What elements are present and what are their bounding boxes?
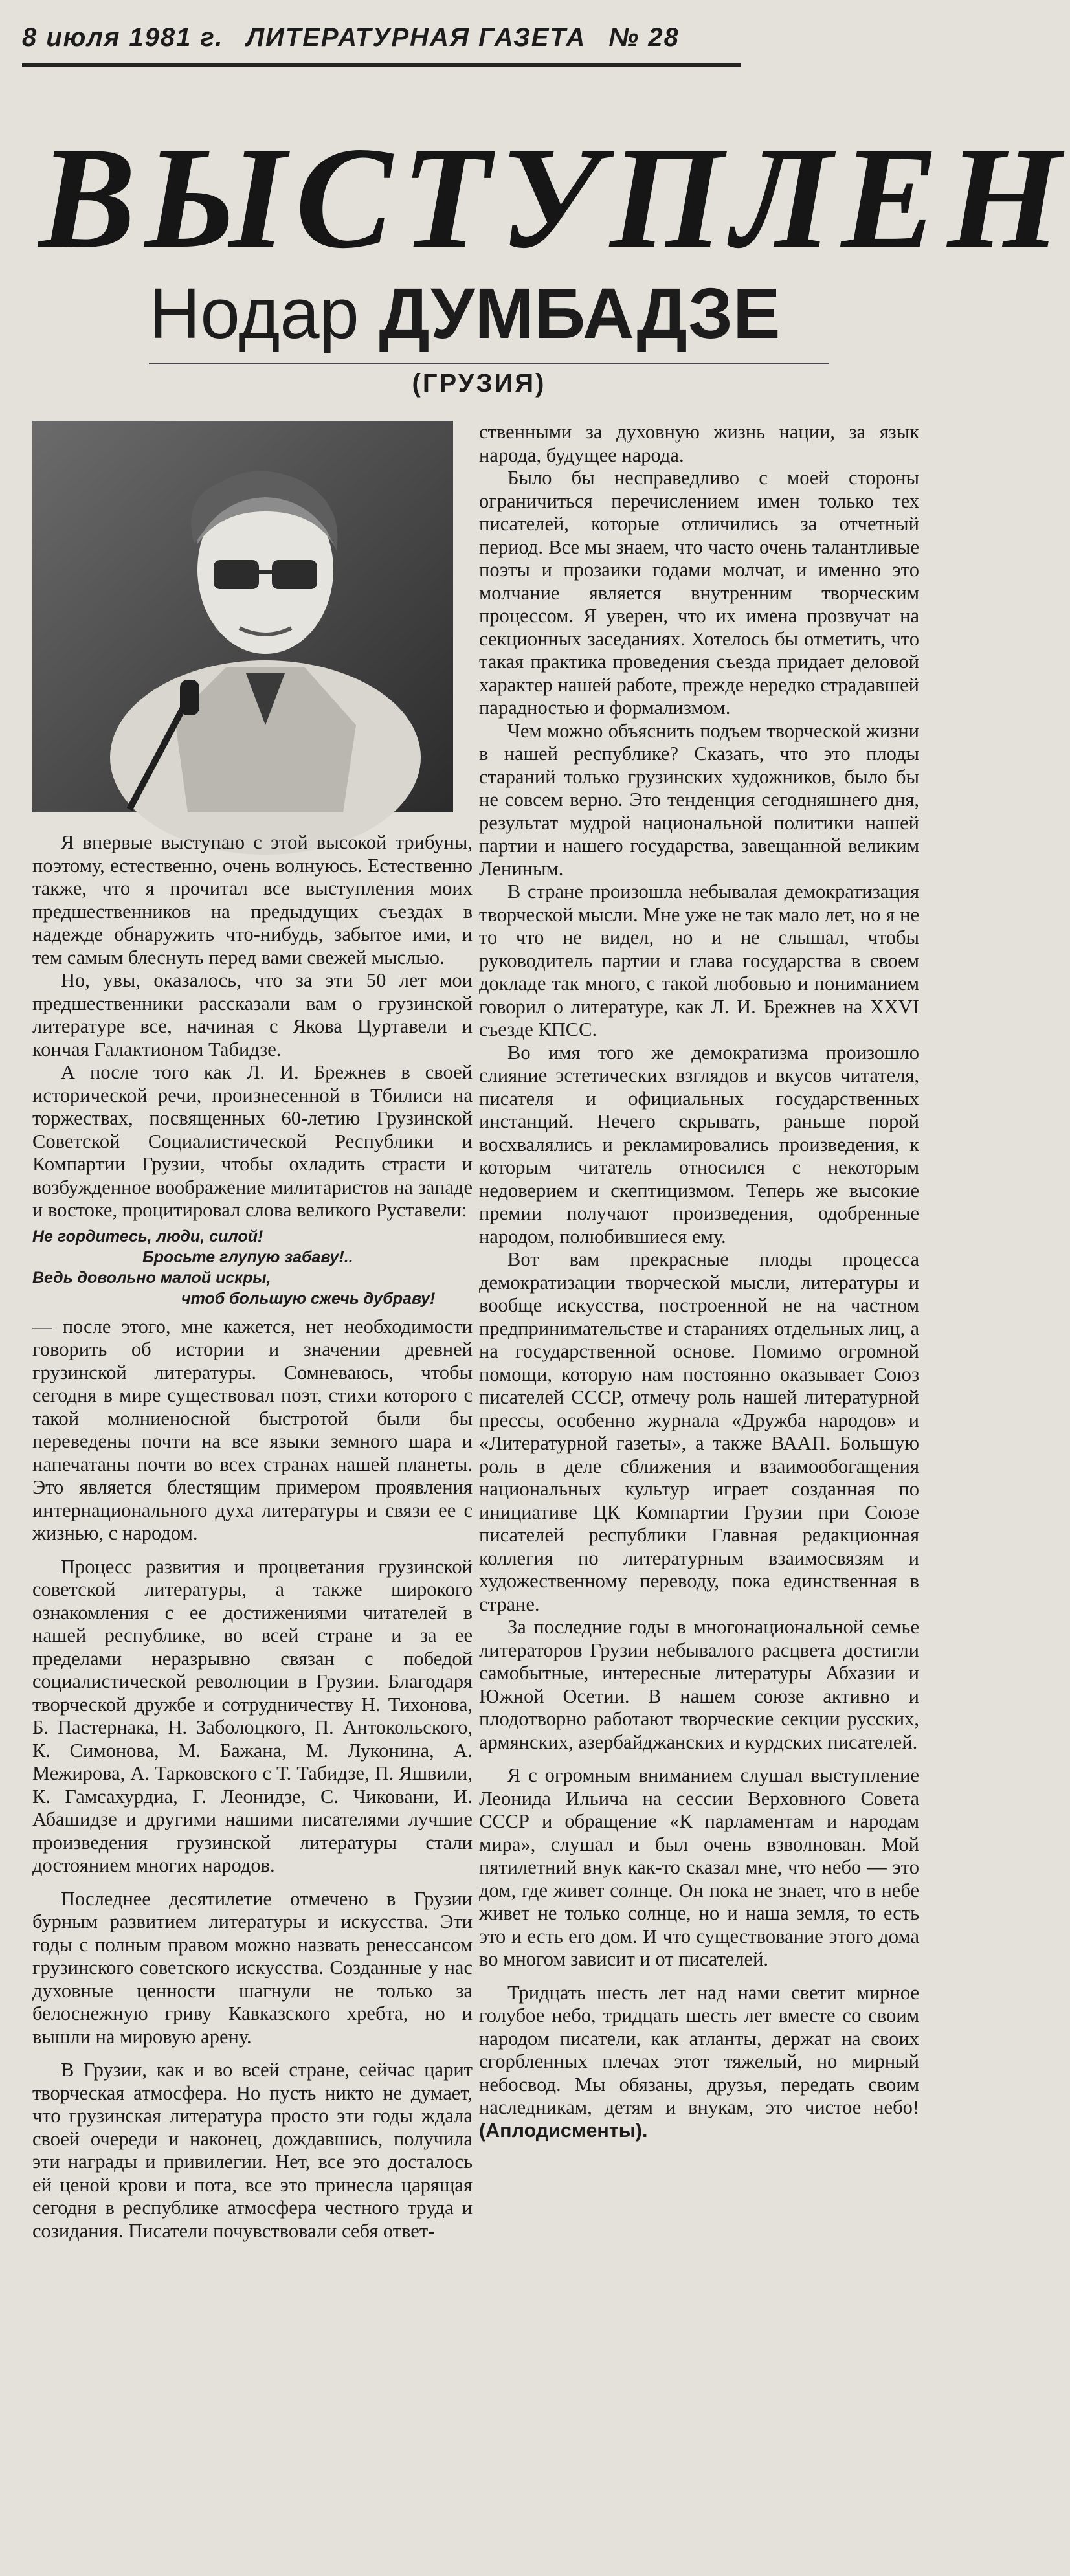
article-paragraph: Я впервые выступаю с этой высокой трибуны, поэтому, естественно, очень волнуюсь. Естественно также, что я прочитал все выступления моих предшественников на предыдущих съездах в надежде обнаружить что-нибудь, забытое ими, и тем самым блеснуть перед вами свежей мыслью. <box>32 831 473 969</box>
article-column-right <box>479 421 919 2142</box>
article-paragraph: — после этого, мне кажется, нет необходимости говорить об истории и значении древней грузинской литературы. Сомневаюсь, чтобы сегодня в мире существовал поэт, стихи которого с такой молниеносной быстротой были бы переведены почти на все языки земного шара и напечатаны почти во всех странах нашей планеты. Это является блестящим примером проявления интернационального духа литературы и связи ее с жизнью, с народом. <box>32 1315 473 1544</box>
author-first-name: Нодар <box>149 274 359 353</box>
article-paragraph: Последнее десятилетие отмечено в Грузии бурным развитием литературы и искусства. Эти годы с полным правом можно назвать ренессансом грузинского советского искусства. Созданные у нас духовные ценности шагнули не только за белоснежную гриву Кавказского хребта, но и вышли на мировую арену. <box>32 1887 473 2048</box>
article-paragraph: Чем можно объяснить подъем творческой жизни в нашей республике? Сказать, что это плоды стараний только грузинских художников, было бы не совсем верно. Это тенденция сегодняшнего дня, результат мудрой национальной политики нашей партии и нашего государства, завещанной великим Лениным. <box>479 719 919 880</box>
quote-line: чтоб большую сжечь дубраву! <box>181 1289 436 1308</box>
article-paragraph: Вот вам прекрасные плоды процесса демократизации творческой мысли, литературы и вообще искусства, построенной не на частном предпринимательстве и стараниях отдельных лиц, а на государственной основе. Помимо огромной помощи, которую нам постоянно оказывает Союз писателей СССР, отмечу роль нашей литературной прессы, особенно журнала «Дружба народов» и «Литературной газеты», а также ВААП. Большую роль в деле сближения и взаимообогащения национальных культур играет созданная по инициативе ЦК Компартии Грузии при Союзе писателей республики Главная редакционная коллегия по литературным взаимосвязям и художественному переводу, пока единственная в стране. <box>479 1248 919 1615</box>
article-paragraph <box>479 1982 919 2143</box>
author-photo <box>32 421 453 812</box>
quote-line: Не гордитесь, люди, силой! <box>32 1227 263 1246</box>
article-paragraph: Я с огромным вниманием слушал выступление Леонида Ильича на сессии Верховного Совета СССР и обращение «К парламентам и народам мира», слушал и был очень взволнован. Мой пятилетний внук как-то сказал мне, что небо — это дом, где живет солнце. Он пока не знает, что в небе живет не только солнце, но и наша земля, то есть это и есть его дом. И что существование этого дома во многом зависит и от писателей. <box>479 1764 919 1970</box>
rustaveli-quote <box>32 1226 473 1309</box>
article-paragraph: ственными за духовную жизнь нации, за язык народа, будущее народа. <box>479 421 919 466</box>
article-paragraph: Но, увы, оказалось, что за эти 50 лет мои предшественники рассказали вам о грузинской литературе все, начиная с Якова Цуртавели и кончая Галактионом Табидзе. <box>32 969 473 1060</box>
issue-number: № 28 <box>608 23 680 52</box>
applause-note: (Аплодисменты). <box>479 2119 648 2142</box>
byline-divider <box>149 363 829 364</box>
article-paragraph: А после того как Л. И. Брежнев в своей исторической речи, произнесенной в Тбилиси на торжествах, посвященных 60-летию Грузинской Советской Социалистической Республики и Компартии Грузии, чтобы охладить страсти и возбужденное воображение милитаристов на западе и востоке, процитировал слова великого Руставели: <box>32 1061 473 1221</box>
article-headline: ВЫСТУПЛЕН <box>39 117 1070 278</box>
author-country: (ГРУЗИЯ) <box>412 369 546 398</box>
closing-text: Тридцать шесть лет над нами светит мирное голубое небо, тридцать шесть лет вместе со своим народом писатели, как атланты, держат на своих сгорбленных плечах этот тяжелый, но мирный небосвод. Мы обязаны, друзья, передать своим наследникам, детям и внукам, это чистое небо! <box>479 1981 919 2118</box>
author-byline <box>149 272 829 356</box>
portrait-image <box>32 421 453 812</box>
article-paragraph: В стране произошла небывалая демократизация творческой мысли. Мне уже не так мало лет, но я не то что не видел, но и не слышал, чтобы руководитель партии и глава государства в своем докладе так много, с такой любовью и пониманием говорил о литературе, как Л. И. Брежнев на XXVI съезде КПСС. <box>479 880 919 1040</box>
masthead <box>22 18 741 67</box>
author-last-name: ДУМБАДЗЕ <box>379 274 781 353</box>
article-paragraph: В Грузии, как и во всей стране, сейчас царит творческая атмосфера. Но пусть никто не думает, что грузинская литература просто эти годы ждала своей очереди и наконец, дождавшись, получила эти награды и привилегии. Нет, все это досталось ей ценой крови и пота, все это принесла царящая сегодня в республике атмосфера честного труда и созидания. Писатели почувствовали себя ответ- <box>32 2059 473 2242</box>
article-paragraph: Во имя того же демократизма произошло слияние эстетических взглядов и вкусов читателя, писателя и официальных государственных инстанций. Нечего скрывать, раньше порой восхвалялись и рекламировались произведения, к которым читатель относился с некоторым недоверием и скептицизмом. Теперь же высокие премии получают произведения, одобренные народом, полюбившиеся ему. <box>479 1041 919 1248</box>
article-paragraph: За последние годы в многонациональной семье литераторов Грузии небывалого расцвета достигли самобытные, интересные литературы Абхазии и Южной Осетии. В нашем союзе активно и плодотворно работают творческие секции русских, армянских, азербайджанских и курдских писателей. <box>479 1616 919 1753</box>
quote-line: Бросьте глупую забаву!.. <box>142 1248 353 1266</box>
newspaper-name: ЛИТЕРАТУРНАЯ ГАЗЕТА <box>246 23 586 52</box>
quote-line: Ведь довольно малой искры, <box>32 1268 271 1287</box>
article-paragraph: Было бы несправедливо с моей стороны ограничиться перечислением имен только тех писателей, которые отличились за отчетный период. Все мы знаем, что часто очень талантливые поэты и прозаики годами молчат, и именно это молчание является внутренним творческим процессом. Я уверен, что их имена прозвучат на секционных заседаниях. Хотелось бы отметить, что такая практика проведения съезда придает деловой характер нашей работе, прежде нередко страдавшей парадностью и формализмом. <box>479 467 919 719</box>
article-paragraph: Процесс развития и процветания грузинской советской литературы, а также широкого ознакомления с ее достижениями читателей в нашей республике, во всей стране и за ее пределами неразрывно связан с победой социалистической революции в Грузии. Благодаря творческой дружбе и сотрудничеству Н. Тихонова, Б. Пастернака, Н. Заболоцкого, П. Антокольского, К. Симонова, М. Бажана, М. Луконина, А. Межирова, А. Тарковского с Т. Табидзе, П. Яшвили, К. Гамсахурдиа, Г. Леонидзе, С. Чиковани, И. Абашидзе и другими нашими писателями лучшие произведения грузинской литературы стали достоянием многих народов. <box>32 1555 473 1876</box>
article-column-left <box>32 821 473 2243</box>
issue-date: 8 июля 1981 г. <box>22 23 224 52</box>
